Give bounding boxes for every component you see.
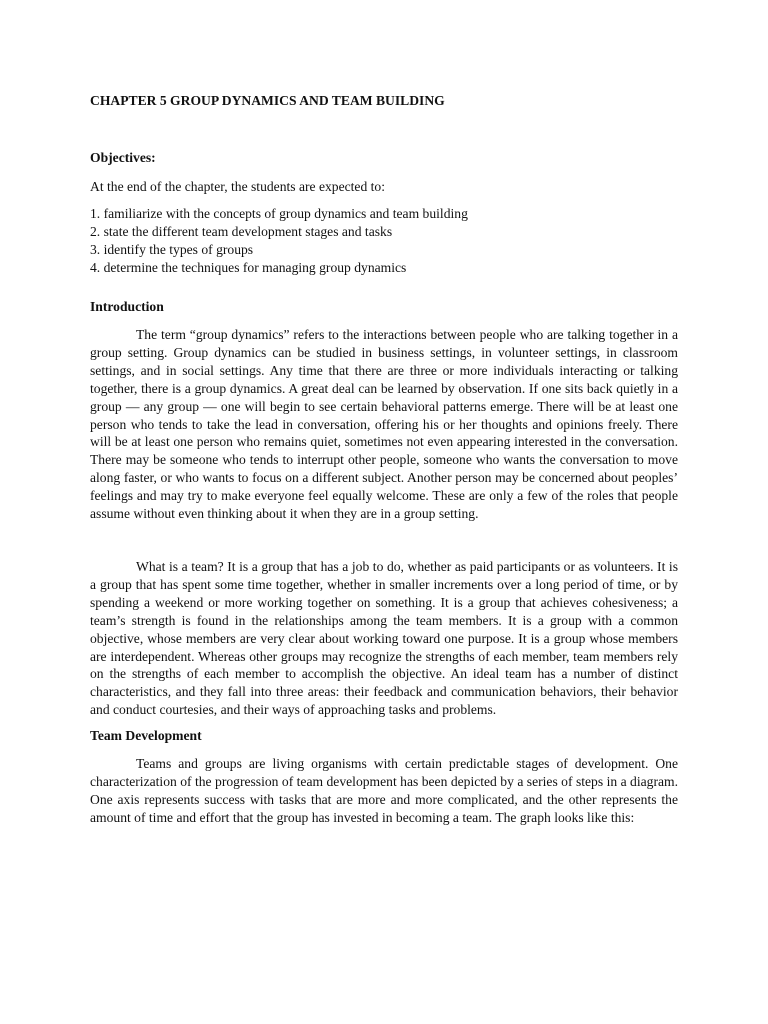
introduction-paragraph-1: The term “group dynamics” refers to the interactions between people who are talking together in a group setting. Group dynamics can be studied in business settings, in volunteer settings, in classroom settings, and in social settings. Any time that there are three or more individuals interacting or talking together, there is a group dynamics. A great deal can be learned by observation. If one sits back quietly in a group — any group — one will begin to see certain behavioral patterns emerge. There will be at least one person who tends to take the lead in conversation, offering his or her thoughts and opinions freely. There will be at least one person who remains quiet, sometimes not even appearing interested in the conversation. There may be someone who tends to interrupt other people, someone who wants the conversation to move along faster, or who wants to focus on a different subject. Another person may be concerned about peoples’ feelings and may try to make everyone feel equally welcome. These are only a few of the roles that people assume without even thinking about it when they are in a group setting. <box>90 327 678 522</box>
team-development-paragraph: Teams and groups are living organisms with certain predictable stages of development. One characterization of the progression of team development has been depicted by a series of steps in a diagram. One axis represents success with tasks that are more and more complicated, and the other represents the amount of time and effort that the group has invested in becoming a team. The graph looks like this: <box>90 756 678 825</box>
objective-item: 4. determine the techniques for managing group dynamics <box>90 259 407 275</box>
introduction-heading: Introduction <box>90 299 164 314</box>
introduction-paragraph-2: What is a team? It is a group that has a job to do, whether as paid participants or as volunteers. It is a group that has spent some time together, whether in smaller increments over a long period of time, or by spending a weekend or more working together on something. It is a group that achieves cohesiveness; a team’s strength is found in the relationships among the team members. It is a group with a common objective, whose members are very clear about working toward one purpose. It is a group whose members are interdependent. Whereas other groups may recognize the strengths of each member, team members rely on the strengths of each member to accomplish the objective. An ideal team has a number of distinct characteristics, and they fall into three areas: their feedback and communication behaviors, their behavior and conduct courtesies, and their ways of approaching tasks and problems. <box>90 559 678 718</box>
objectives-list <box>90 205 678 277</box>
objective-item: 2. state the different team development stages and tasks <box>90 223 393 239</box>
chapter-title: CHAPTER 5 GROUP DYNAMICS AND TEAM BUILDING <box>90 93 445 108</box>
objective-item: 1. familiarize with the concepts of group dynamics and team building <box>90 206 468 221</box>
objective-item: 3. identify the types of groups <box>90 241 254 257</box>
objectives-heading: Objectives: <box>90 150 156 165</box>
team-development-heading: Team Development <box>90 728 202 743</box>
objectives-intro: At the end of the chapter, the students are expected to: <box>90 179 386 194</box>
